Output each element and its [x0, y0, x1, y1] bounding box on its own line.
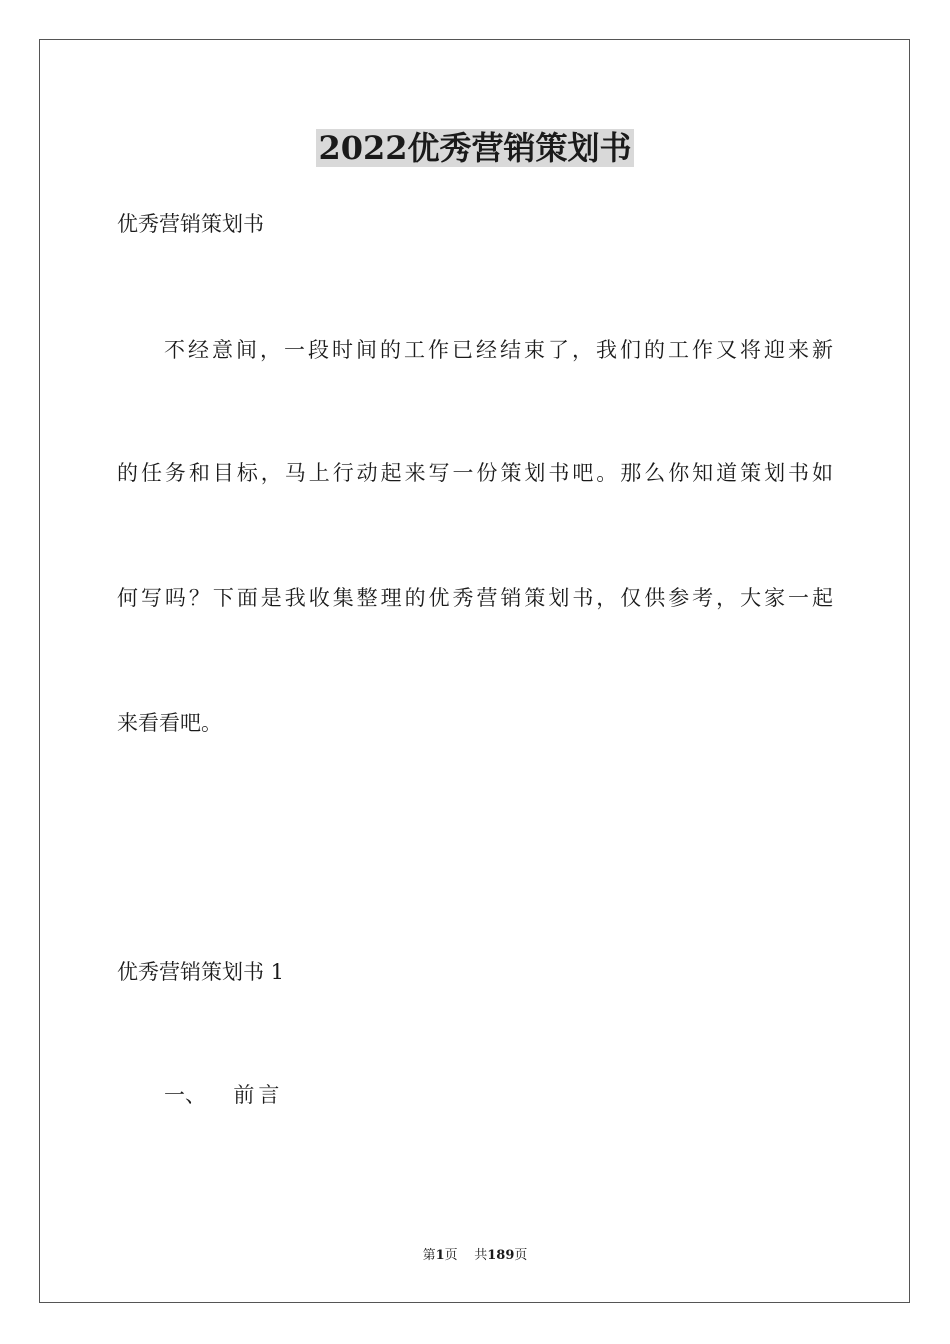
- footer-total-pages: 189: [487, 1248, 515, 1263]
- footer-total-suffix: 页: [514, 1248, 528, 1263]
- intro-line-3: 何写吗？下面是我收集整理的优秀营销策划书，仅供参考，大家一起: [117, 586, 833, 610]
- document-title-text: 2022优秀营销策划书: [318, 129, 632, 167]
- document-subtitle: 优秀营销策划书: [117, 212, 264, 236]
- section-heading: 优秀营销策划书 1: [117, 960, 285, 984]
- page-footer: [0, 1247, 950, 1265]
- footer-page-suffix: 页: [444, 1248, 458, 1263]
- footer-page-prefix: 第: [422, 1248, 436, 1263]
- subsection-number: 一、: [164, 1083, 206, 1107]
- footer-page-number: 1: [435, 1248, 445, 1263]
- subsection-heading: [164, 1080, 283, 1110]
- intro-line-1: 不经意间，一段时间的工作已经结束了，我们的工作又将迎来新: [164, 338, 833, 362]
- intro-line-2: 的任务和目标，马上行动起来写一份策划书吧。那么你知道策划书如: [117, 461, 833, 485]
- subsection-label: 前言: [233, 1083, 284, 1107]
- intro-line-4: 来看看吧。: [117, 711, 222, 735]
- document-title: [0, 126, 950, 170]
- footer-total-prefix: 共: [474, 1248, 488, 1263]
